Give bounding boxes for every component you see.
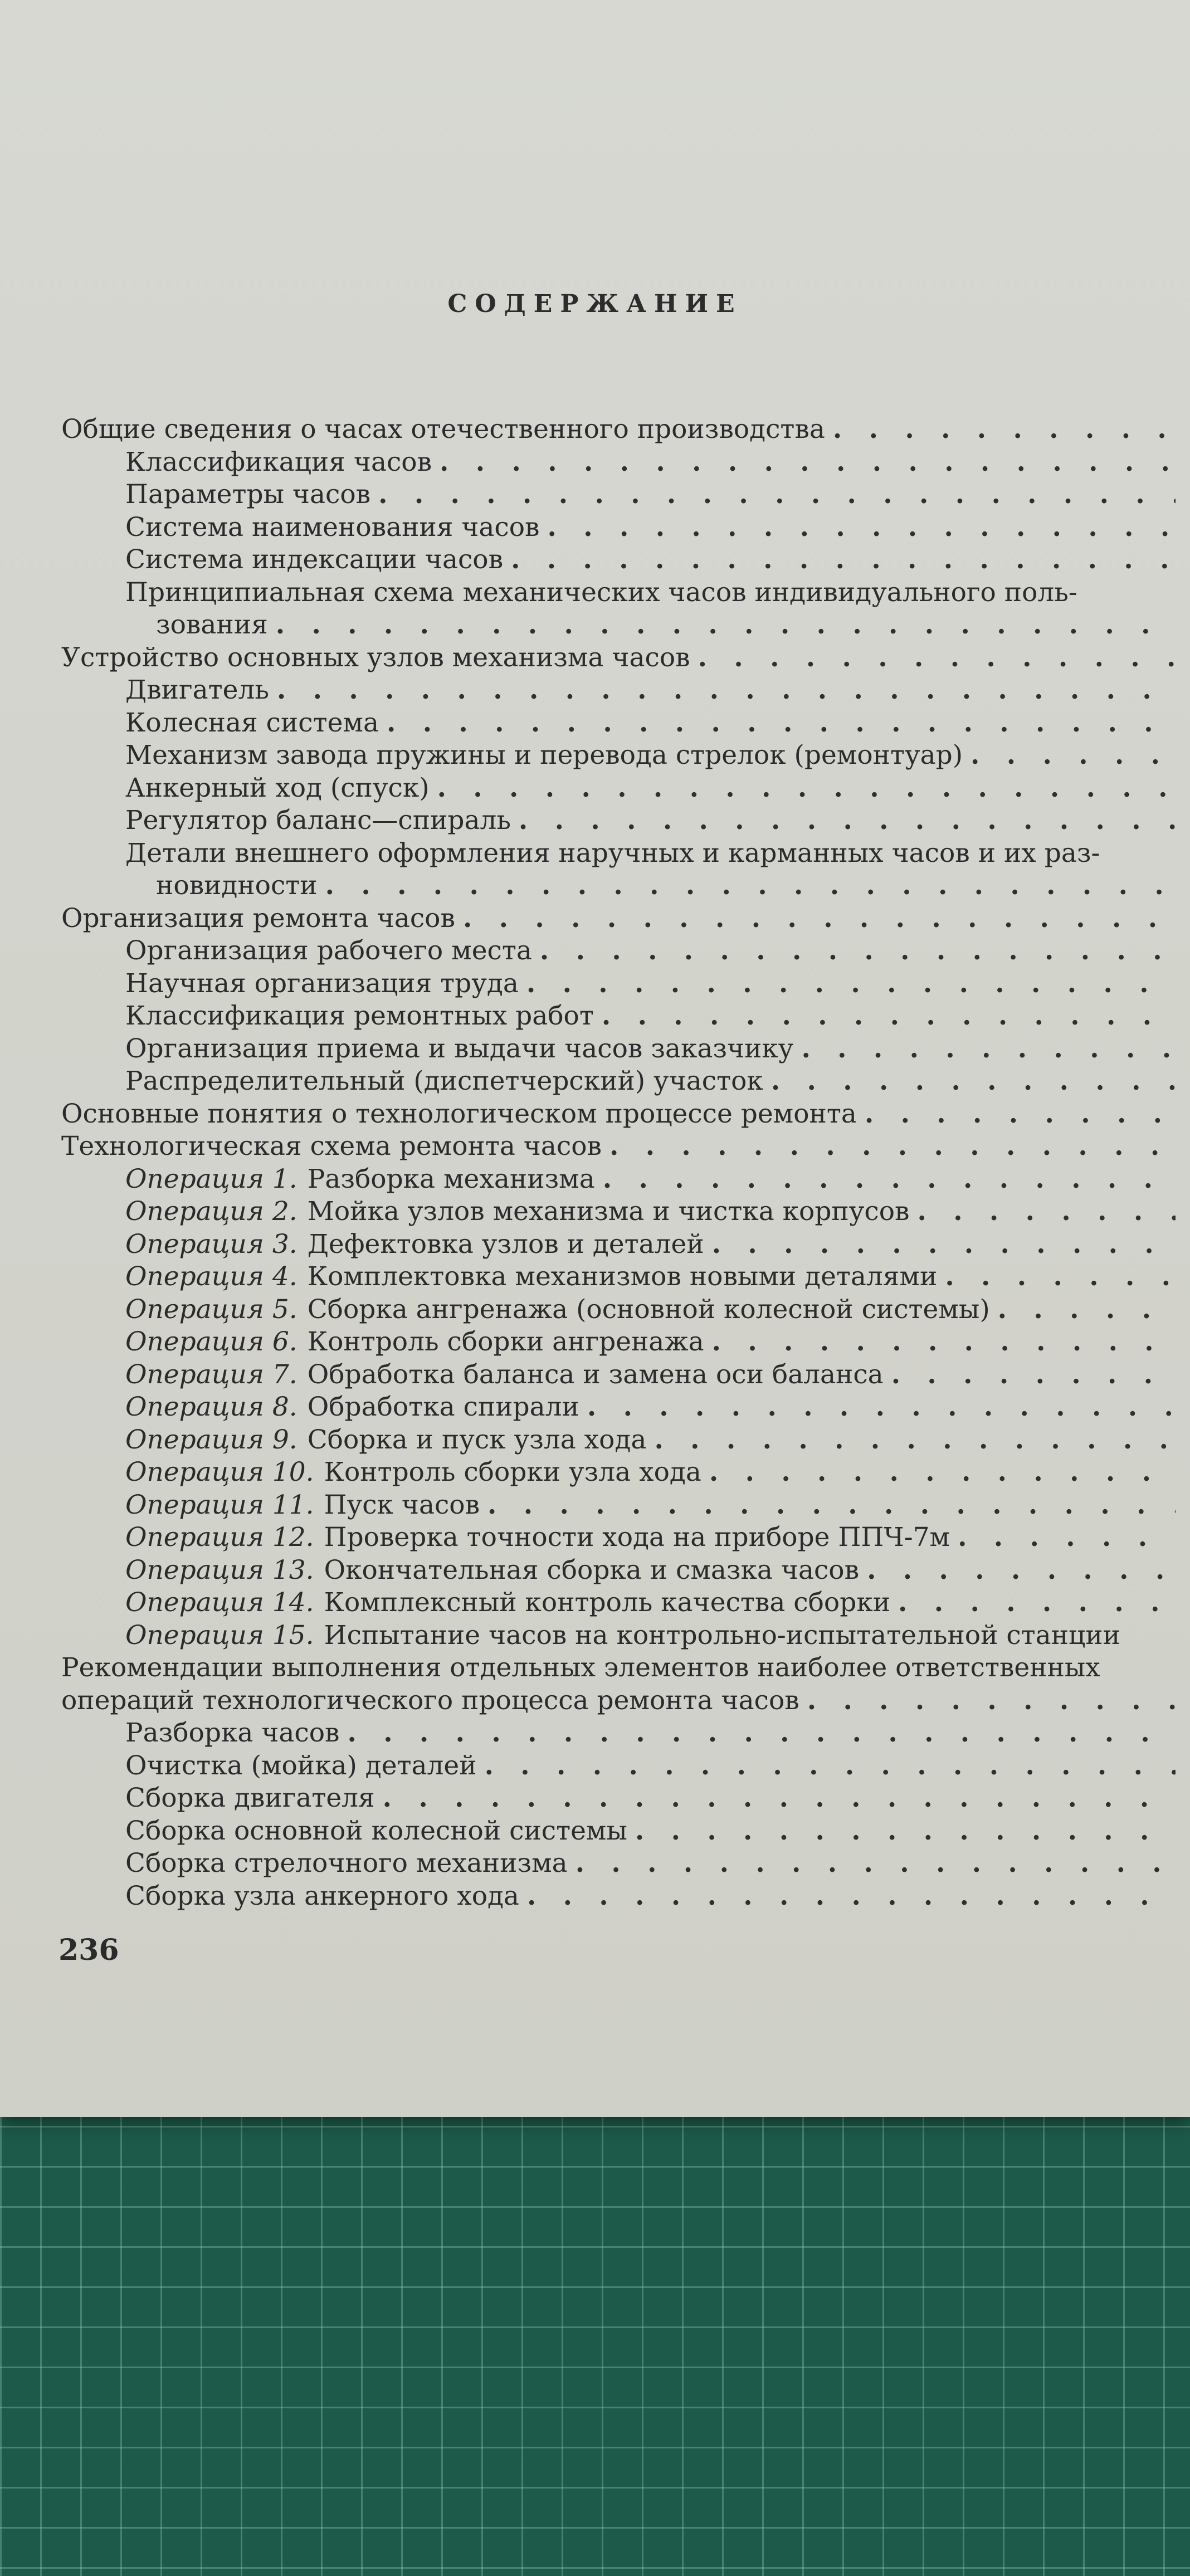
toc-entry-text: Разборка часов: [125, 1718, 340, 1748]
toc-entry: [61, 707, 1176, 740]
toc-entry-text: Классификация часов: [125, 446, 432, 477]
toc-entry: [61, 772, 1176, 805]
toc-entry-text: Параметры часов: [125, 479, 371, 510]
toc-entry: [61, 1652, 1176, 1685]
dot-leader: [917, 1196, 1176, 1228]
page-number: 236: [58, 1933, 119, 1967]
toc-entry: [61, 511, 1176, 544]
dot-leader: [801, 1033, 1176, 1066]
toc-entry-text: Сборка узла анкерного хода: [125, 1880, 519, 1911]
toc-entry: [61, 1782, 1176, 1815]
toc-entry-text: Сборка ангренажа (основной колесной системы): [307, 1294, 990, 1325]
toc-entry: [61, 413, 1176, 446]
dot-leader: [440, 446, 1176, 479]
toc-entry: [61, 479, 1176, 511]
toc-entry: [61, 577, 1176, 609]
toc-entry: [61, 674, 1176, 707]
toc-entry: [61, 1098, 1176, 1131]
toc-entry-operation: [61, 1228, 1176, 1261]
toc-entry-text: Механизм завода пружины и перевода стрелок (ремонтуар): [125, 740, 963, 770]
toc-entry-operation: [61, 1587, 1176, 1619]
toc-entry-text: Организация ремонта часов: [61, 902, 455, 934]
dot-leader: [347, 1717, 1176, 1750]
toc-entry-operation: [61, 1294, 1176, 1326]
dot-leader: [635, 1815, 1176, 1848]
toc-entry-text: Система наименования часов: [125, 511, 540, 543]
toc-entry: [61, 1000, 1176, 1033]
contents-heading: СОДЕРЖАНИЕ: [447, 290, 743, 318]
dot-leader: [383, 1782, 1176, 1815]
table-of-contents: [61, 413, 1176, 1913]
toc-entry-text: Окончательная сборка и смазка часов: [324, 1554, 860, 1585]
toc-entry-text: Организация рабочего места: [125, 935, 532, 966]
dot-leader: [548, 511, 1176, 544]
toc-entry-text: Обработка баланса и замена оси баланса: [307, 1359, 884, 1390]
dot-leader: [587, 1391, 1176, 1424]
dot-leader: [998, 1294, 1176, 1326]
dot-leader: [511, 544, 1176, 577]
toc-entry: [61, 1847, 1176, 1880]
toc-entry-continuation: [61, 1685, 1176, 1718]
toc-entry-text: Контроль сборки узла хода: [324, 1457, 701, 1487]
operation-number: Операция 5.: [125, 1294, 298, 1325]
dot-leader: [891, 1359, 1176, 1392]
operation-number: Операция 11.: [125, 1489, 314, 1520]
toc-entry: [61, 902, 1176, 935]
operation-number: Операция 13.: [125, 1554, 314, 1585]
toc-entry-text: Регулятор баланс—спираль: [125, 805, 511, 836]
dot-leader: [867, 1554, 1176, 1587]
toc-entry-operation: [61, 1359, 1176, 1392]
dot-leader: [463, 902, 1176, 935]
toc-entry-text: Сборка стрелочного механизма: [125, 1848, 568, 1879]
toc-entry-text: Анкерный ход (спуск): [125, 772, 430, 803]
toc-entry-text: зования: [156, 609, 268, 640]
toc-entry: [61, 804, 1176, 837]
toc-entry-text: Общие сведения о часах отечественного производства: [61, 414, 825, 445]
toc-entry: [61, 1815, 1176, 1848]
toc-entry-operation: [61, 1489, 1176, 1522]
toc-entry-text: Принципиальная схема механических часов индивидуального поль-: [125, 577, 1077, 608]
operation-number: Операция 7.: [125, 1359, 298, 1390]
toc-entry: [61, 968, 1176, 1001]
dot-leader: [609, 1130, 1176, 1163]
toc-entry-continuation: [61, 870, 1176, 902]
toc-entry-text: Разборка механизма: [307, 1163, 595, 1194]
operation-number: Операция 3.: [125, 1228, 298, 1260]
toc-entry-text: операций технологического процесса ремонта часов: [61, 1685, 799, 1716]
toc-entry-text: Очистка (мойка) деталей: [125, 1750, 477, 1781]
toc-entry: [61, 935, 1176, 968]
toc-entry-operation: [61, 1326, 1176, 1359]
toc-entry-text: Пуск часов: [324, 1489, 480, 1520]
dot-leader: [712, 1326, 1176, 1359]
toc-entry-text: Мойка узлов механизма и чистка корпусов: [307, 1196, 910, 1227]
toc-entry-text: Сборка двигателя: [125, 1783, 375, 1813]
toc-entry-operation: [61, 1619, 1176, 1652]
toc-entry-text: Основные понятия о технологическом процессе ремонта: [61, 1098, 857, 1129]
toc-entry: [61, 1065, 1176, 1098]
operation-number: Операция 15.: [125, 1619, 314, 1651]
toc-entry-text: Обработка спирали: [307, 1392, 579, 1422]
toc-entry-text: Сборка основной колесной системы: [125, 1815, 627, 1846]
dot-leader: [437, 772, 1176, 805]
toc-entry-text: новидности: [156, 870, 318, 901]
operation-number: Операция 8.: [125, 1392, 298, 1422]
dot-leader: [698, 642, 1176, 675]
dot-leader: [958, 1521, 1176, 1554]
dot-leader: [833, 413, 1176, 446]
dot-leader: [526, 968, 1176, 1001]
toc-entry-text: Распределительный (диспетчерский) участок: [125, 1066, 763, 1096]
operation-number: Операция 12.: [125, 1522, 314, 1553]
operation-number: Операция 6.: [125, 1326, 298, 1357]
dot-leader: [970, 739, 1176, 772]
operation-number: Операция 10.: [125, 1457, 314, 1487]
toc-entry-operation: [61, 1554, 1176, 1587]
dot-leader: [898, 1587, 1176, 1619]
toc-entry-continuation: [61, 609, 1176, 642]
toc-entry-text: Сборка и пуск узла хода: [307, 1424, 647, 1455]
toc-entry-text: Колесная система: [125, 707, 379, 738]
dot-leader: [487, 1489, 1176, 1522]
toc-entry: [61, 1750, 1176, 1783]
toc-entry-text: Система индексации часов: [125, 544, 504, 575]
dot-leader: [378, 479, 1176, 511]
dot-leader: [485, 1750, 1176, 1783]
toc-entry-text: Комплексный контроль качества сборки: [324, 1587, 891, 1618]
toc-entry-text: Испытание часов на контрольно-испытательной станции: [324, 1619, 1120, 1651]
toc-entry-operation: [61, 1196, 1176, 1228]
toc-entry: [61, 1717, 1176, 1750]
dot-leader: [277, 674, 1176, 707]
dot-leader: [519, 804, 1176, 837]
dot-leader: [276, 609, 1176, 642]
operation-number: Операция 14.: [125, 1587, 314, 1618]
dot-leader: [602, 1000, 1176, 1033]
dot-leader: [540, 935, 1176, 968]
dot-leader: [603, 1163, 1176, 1196]
dot-leader: [709, 1456, 1176, 1489]
toc-entry-text: Комплектовка механизмов новыми деталями: [307, 1261, 938, 1292]
toc-entry: [61, 739, 1176, 772]
toc-entry: [61, 1033, 1176, 1066]
toc-entry-text: Контроль сборки ангренажа: [307, 1326, 704, 1357]
dot-leader: [654, 1424, 1176, 1457]
toc-entry-text: Дефектовка узлов и деталей: [307, 1228, 704, 1260]
toc-entry-operation: [61, 1521, 1176, 1554]
toc-entry: [61, 1130, 1176, 1163]
toc-entry-text: Детали внешнего оформления наручных и карманных часов и их раз-: [125, 837, 1100, 869]
toc-entry-operation: [61, 1456, 1176, 1489]
dot-leader: [576, 1847, 1176, 1880]
dot-leader: [387, 707, 1176, 740]
toc-entry-operation: [61, 1391, 1176, 1424]
toc-entry: [61, 1880, 1176, 1913]
toc-entry: [61, 837, 1176, 870]
dot-leader: [325, 870, 1176, 902]
operation-number: Операция 9.: [125, 1424, 298, 1455]
operation-number: Операция 1.: [125, 1163, 298, 1194]
toc-entry-text: Рекомендации выполнения отдельных элементов наиболее ответственных: [61, 1652, 1100, 1683]
toc-entry-text: Организация приема и выдачи часов заказчику: [125, 1033, 794, 1064]
toc-entry: [61, 544, 1176, 577]
dot-leader: [945, 1261, 1176, 1294]
dot-leader: [771, 1065, 1176, 1098]
toc-entry-operation: [61, 1424, 1176, 1457]
toc-entry-text: Классификация ремонтных работ: [125, 1001, 594, 1031]
toc-entry-operation: [61, 1163, 1176, 1196]
toc-entry-text: Проверка точности хода на приборе ППЧ-7м: [324, 1522, 950, 1553]
dot-leader: [807, 1685, 1176, 1718]
dot-leader: [712, 1228, 1176, 1261]
toc-entry-text: Устройство основных узлов механизма часов: [61, 642, 690, 673]
toc-entry: [61, 642, 1176, 675]
operation-number: Операция 4.: [125, 1261, 298, 1292]
toc-entry-text: Технологическая схема ремонта часов: [61, 1131, 602, 1162]
operation-number: Операция 2.: [125, 1196, 298, 1227]
toc-entry: [61, 446, 1176, 479]
toc-entry-text: Научная организация труда: [125, 968, 519, 999]
dot-leader: [865, 1098, 1176, 1131]
toc-entry-text: Двигатель: [125, 675, 269, 705]
toc-entry-operation: [61, 1261, 1176, 1294]
dot-leader: [527, 1880, 1176, 1913]
